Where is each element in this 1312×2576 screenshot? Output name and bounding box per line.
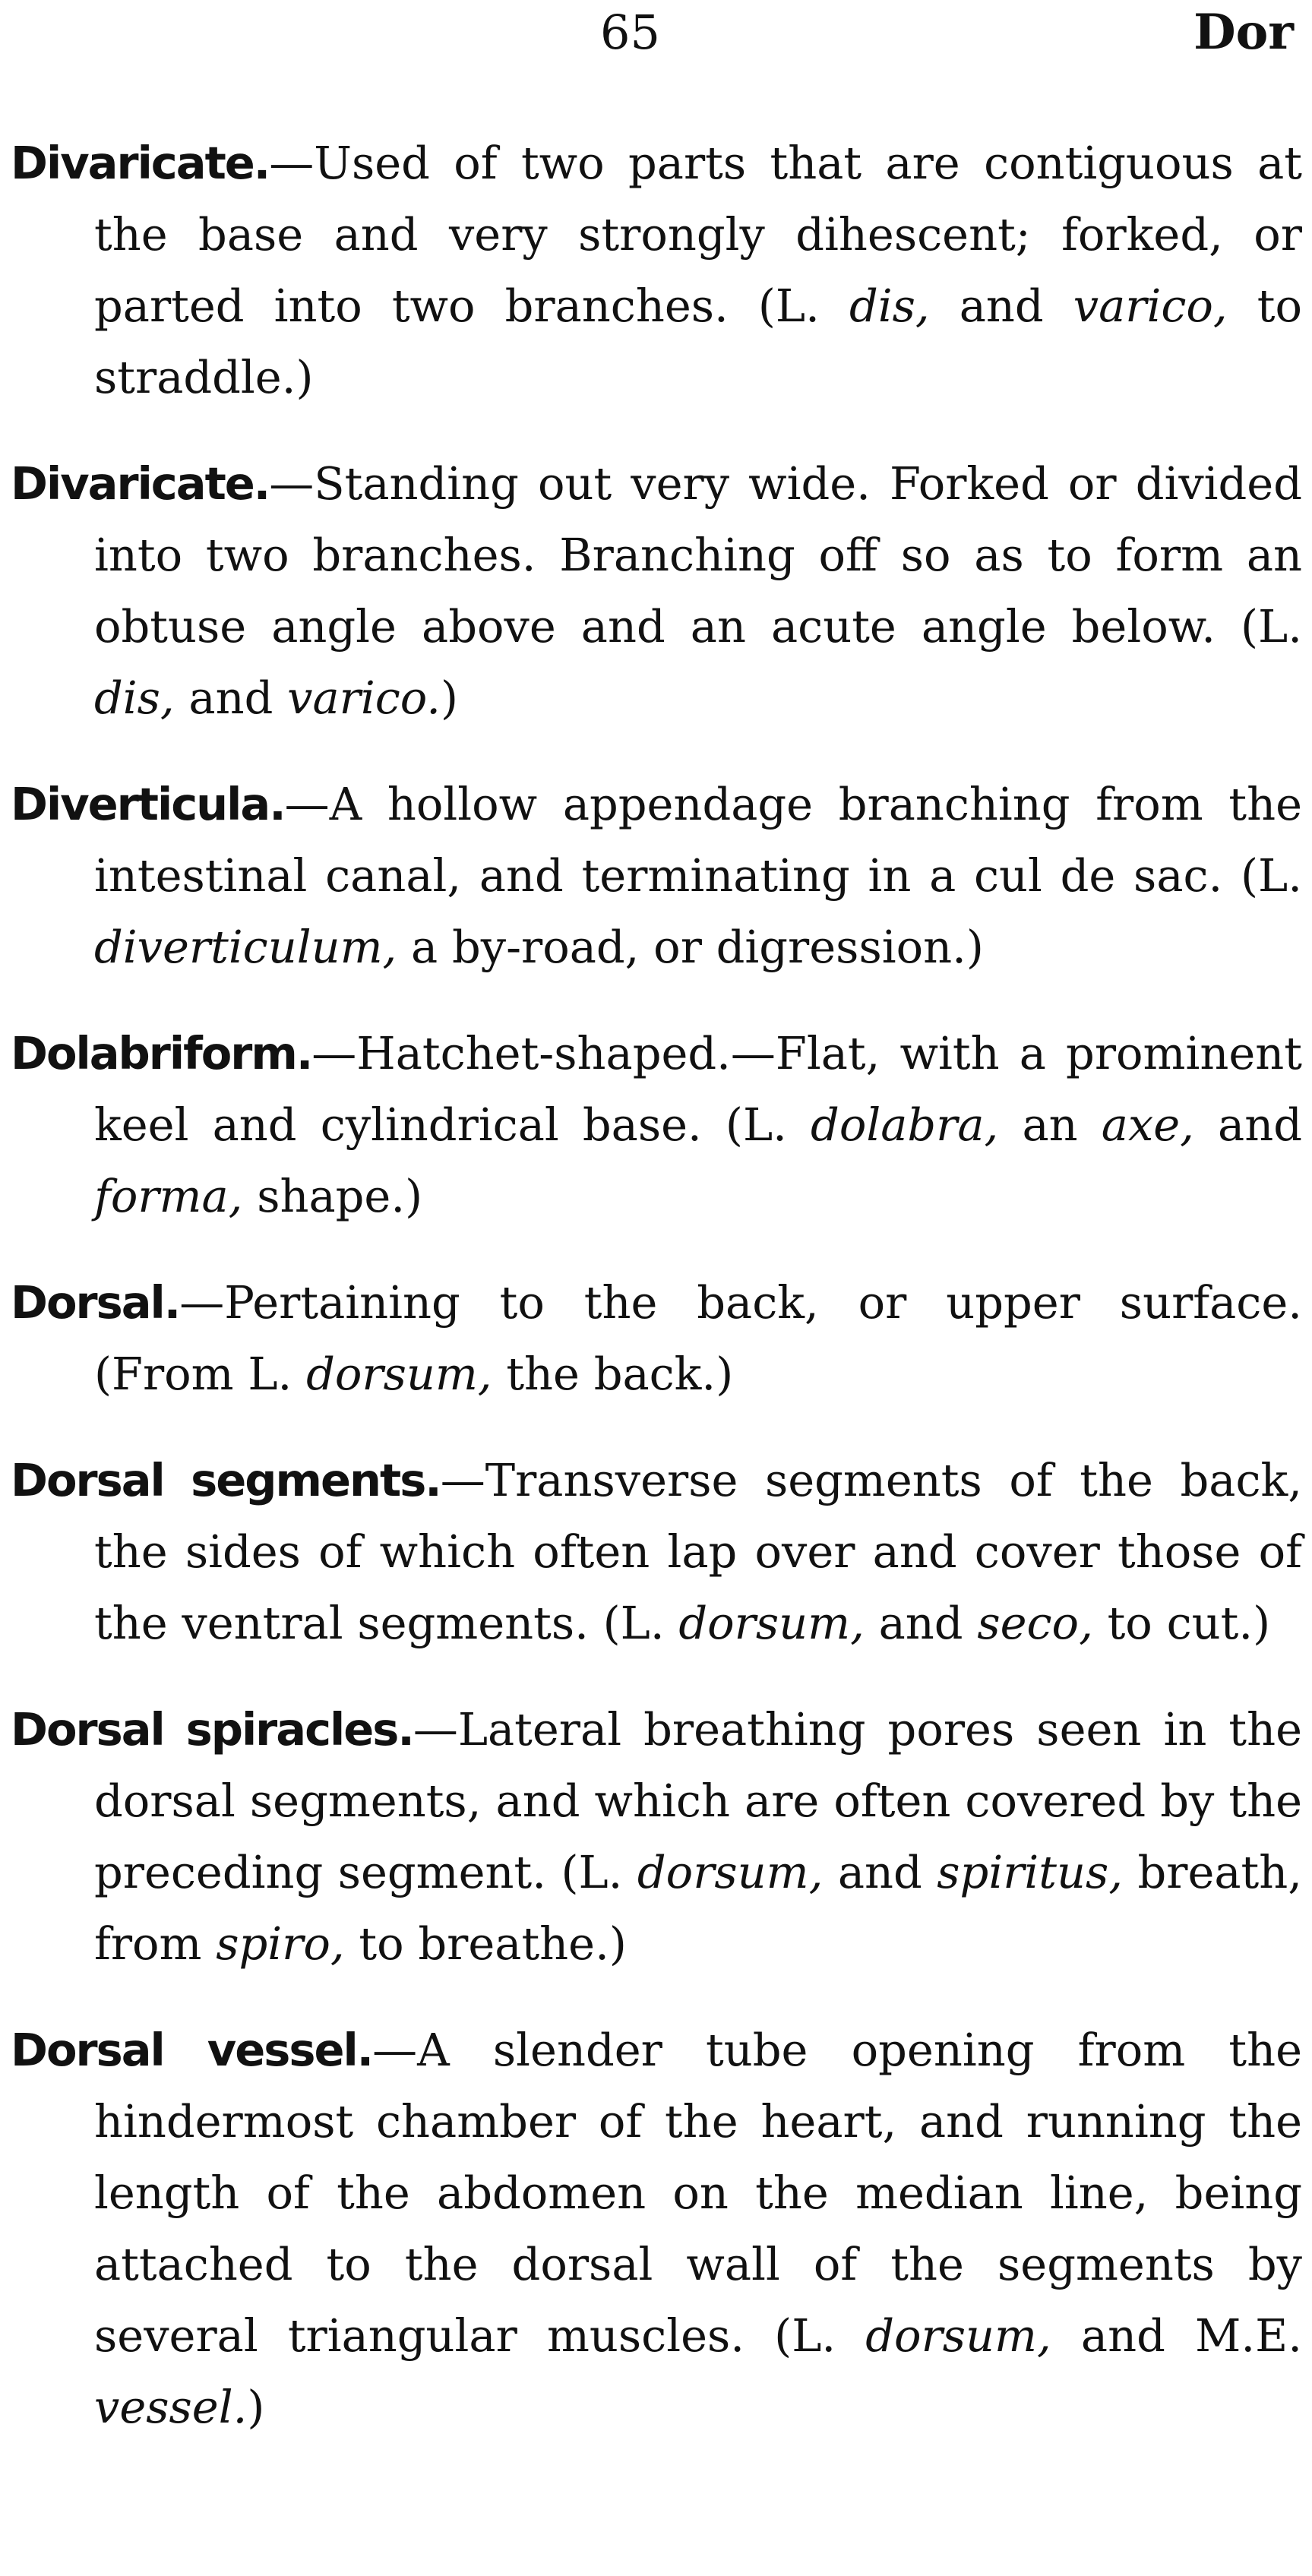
entry-italic-term: dis, bbox=[94, 672, 175, 724]
entry-headword: Divaricate. bbox=[11, 137, 270, 189]
page-header bbox=[0, 0, 1312, 84]
entry-italic-term: dorsum, bbox=[637, 1846, 824, 1898]
entry-italic-term: forma, bbox=[94, 1170, 243, 1222]
entry-text: and bbox=[1193, 1098, 1302, 1151]
entry-italic-term: dorsum, bbox=[865, 2309, 1051, 2362]
entry-text: ) bbox=[247, 2381, 265, 2433]
glossary-entry-dolabriform bbox=[11, 1018, 1302, 1232]
entry-italic-term: axe, bbox=[1101, 1098, 1194, 1151]
entry-text: shape.) bbox=[242, 1170, 423, 1222]
glossary-entries bbox=[11, 128, 1302, 2478]
entry-italic-term: vessel. bbox=[94, 2381, 248, 2433]
entry-text: an bbox=[998, 1098, 1102, 1151]
entry-text: the back.) bbox=[492, 1348, 734, 1400]
entry-italic-term: spiritus, bbox=[937, 1846, 1124, 1898]
entry-text: to breathe.) bbox=[344, 1917, 627, 1970]
entry-italic-term: dis, bbox=[849, 280, 930, 332]
entry-italic-term: diverticulum, bbox=[94, 921, 397, 973]
entry-text: —Transverse segments of the back, the sides of which often lap over and cover those of the ventral segments. (L. bbox=[94, 1454, 1302, 1649]
entry-headword: Divaricate. bbox=[11, 457, 270, 510]
page-number: 65 bbox=[600, 5, 660, 60]
glossary-entry-dorsal-spiracles bbox=[11, 1694, 1302, 1980]
entry-text: to straddle.) bbox=[94, 280, 1302, 403]
entry-text: —Used of two parts that are contiguous at the base and very strongly dihescent; forked, or parted into two branches. (L. bbox=[94, 137, 1302, 332]
glossary-entry-divaricate-1 bbox=[11, 128, 1302, 413]
entry-italic-term: spiro, bbox=[216, 1917, 345, 1970]
entry-italic-term: varico. bbox=[287, 672, 441, 724]
entry-text: and bbox=[864, 1597, 978, 1649]
entry-italic-term: dorsum, bbox=[306, 1348, 492, 1400]
entry-italic-term: varico, bbox=[1073, 280, 1228, 332]
entry-headword: Dorsal. bbox=[11, 1276, 180, 1329]
glossary-entry-dorsal-vessel bbox=[11, 2015, 1302, 2443]
entry-headword: Diverticula. bbox=[11, 778, 285, 830]
entry-text: to cut.) bbox=[1092, 1597, 1271, 1649]
running-head: Dor bbox=[1193, 4, 1294, 61]
entry-text: a by-road, or digression.) bbox=[397, 921, 984, 973]
glossary-entry-diverticula bbox=[11, 769, 1302, 983]
entry-headword: Dorsal segments. bbox=[11, 1454, 441, 1506]
entry-text: —Pertaining to the back, or upper surface. (From L. bbox=[94, 1276, 1302, 1400]
entry-italic-term: dolabra, bbox=[811, 1098, 999, 1151]
entry-text: and bbox=[174, 672, 288, 724]
glossary-entry-dorsal-segments bbox=[11, 1445, 1302, 1659]
glossary-entry-dorsal bbox=[11, 1267, 1302, 1410]
glossary-entry-divaricate-2 bbox=[11, 448, 1302, 734]
entry-headword: Dorsal spiracles. bbox=[11, 1703, 413, 1756]
entry-text: and bbox=[929, 280, 1073, 332]
entry-text: ) bbox=[441, 672, 459, 724]
entry-headword: Dorsal vessel. bbox=[11, 2024, 373, 2076]
entry-text: breath, from bbox=[94, 1846, 1303, 1970]
entry-text: —A hollow appendage branching from the intestinal canal, and terminating in a cul de sac. (L. bbox=[94, 778, 1302, 902]
entry-text: —Lateral breathing pores seen in the dorsal segments, and which are often covered by the preceding segment. (L. bbox=[94, 1703, 1302, 1898]
entry-text: and bbox=[823, 1846, 937, 1898]
entry-text: —A slender tube opening from the hindermost chamber of the heart, and running the length of the abdomen on the median line, being attached to the dorsal wall of the segments by several triangular muscles. (L. bbox=[94, 2024, 1302, 2362]
entry-headword: Dolabriform. bbox=[11, 1027, 312, 1079]
entry-text: —Hatchet-shaped.—Flat, with a prominent keel and cylindrical base. (L. bbox=[94, 1027, 1302, 1151]
entry-text: —Standing out very wide. Forked or divided into two branches. Branching off so as to form an obtuse angle above and an acute angle below. (L. bbox=[94, 457, 1302, 653]
entry-italic-term: seco, bbox=[977, 1597, 1093, 1649]
entry-text: and M.E. bbox=[1051, 2309, 1302, 2362]
entry-italic-term: dorsum, bbox=[678, 1597, 865, 1649]
